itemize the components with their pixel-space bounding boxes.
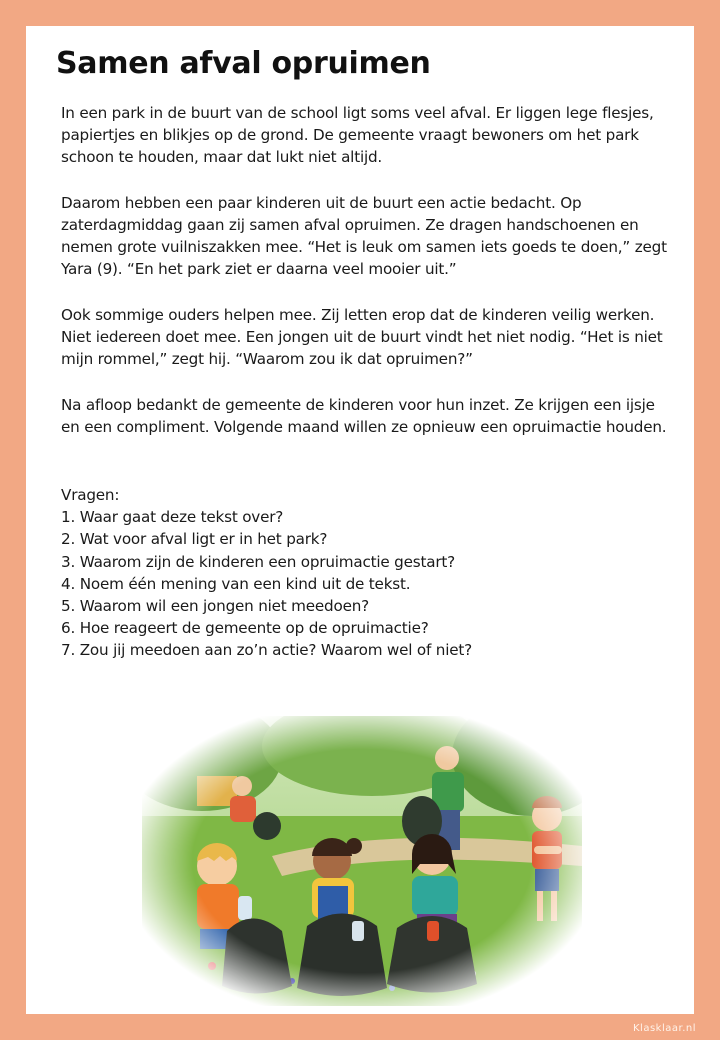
- paragraph-4: Na afloop bedankt de gemeente de kinderen voor hun inzet. Ze krijgen een ijsje en een compliment. Volgende maand willen ze opnieuw een opruimactie houden.: [61, 396, 667, 436]
- paragraph-2: Daarom hebben een paar kinderen uit de buurt een actie bedacht. Op zaterdagmiddag gaan zij samen afval opruimen. Ze dragen handschoenen en nemen grote vuilniszakken mee. “Het is leuk om samen iets goeds te doen,” zegt Yara (9). “En het park ziet er daarna veel mooier uit.”: [61, 194, 667, 278]
- page-title: Samen afval opruimen: [56, 46, 431, 81]
- paragraph-1: In een park in de buurt van de school ligt soms veel afval. Er liggen lege flesjes, papiertjes en blikjes op de grond. De gemeente vraagt bewoners om het park schoon te houden, maar dat lukt niet altijd.: [61, 104, 654, 166]
- question-item: 5. Waarom wil een jongen niet meedoen?: [61, 597, 370, 616]
- questions-block: [61, 484, 671, 662]
- question-item: 2. Wat voor afval ligt er in het park?: [61, 530, 328, 549]
- paragraph-3: Ook sommige ouders helpen mee. Zij letten erop dat de kinderen veilig werken. Niet iedereen doet mee. Een jongen uit de buurt vindt het niet nodig. “Het is niet mijn rommel,” zegt hij. “Waarom zou ik dat opruimen?”: [61, 306, 663, 368]
- questions-heading: Vragen:: [61, 486, 120, 504]
- question-item: 7. Zou jij meedoen aan zo’n actie? Waarom wel of niet?: [61, 641, 473, 660]
- worksheet-page: [26, 26, 694, 1014]
- question-item: 4. Noem één mening van een kind uit de tekst.: [61, 574, 411, 593]
- question-item: 6. Hoe reageert de gemeente op de opruimactie?: [61, 619, 429, 638]
- park-cleanup-illustration: [142, 716, 582, 1006]
- question-item: 1. Waar gaat deze tekst over?: [61, 508, 284, 527]
- question-item: 3. Waarom zijn de kinderen een opruimactie gestart?: [61, 552, 455, 571]
- footer-brand: Klasklaar.nl: [633, 1023, 696, 1034]
